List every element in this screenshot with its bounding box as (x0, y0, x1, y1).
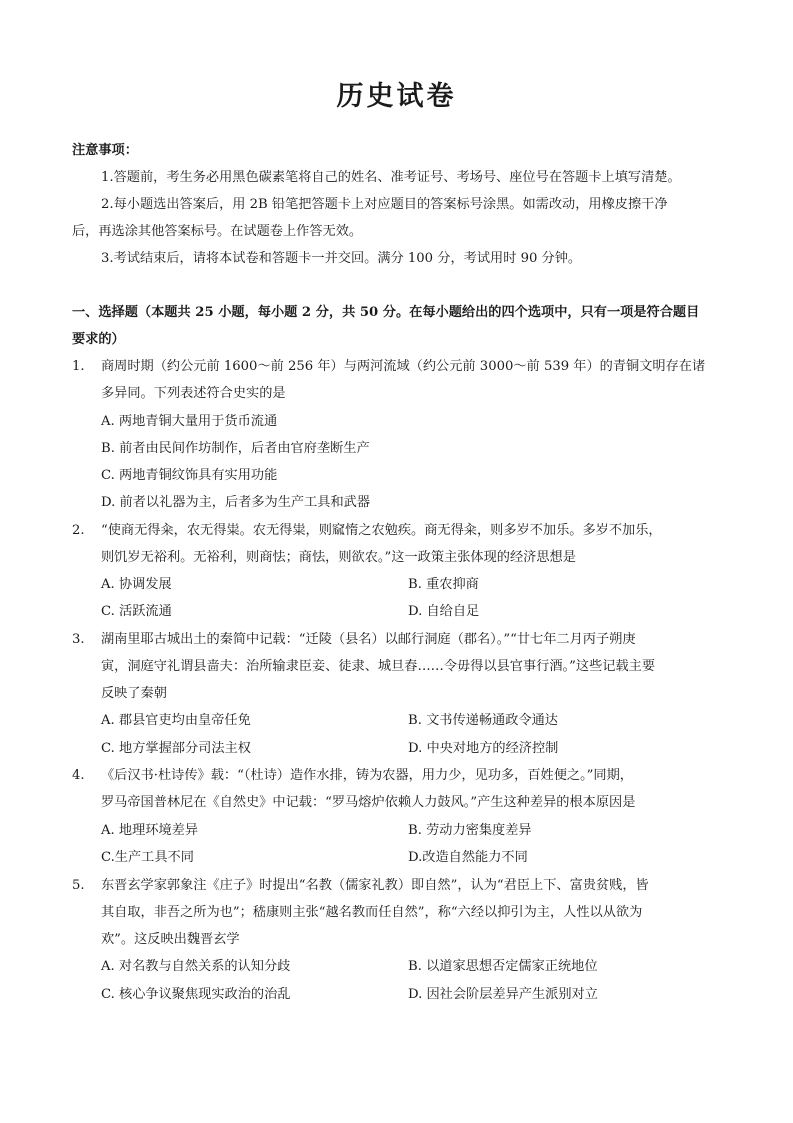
option-c[interactable]: C. 活跃流通 (101, 604, 172, 619)
option-d[interactable]: D. 前者以礼器为主，后者多为生产工具和武器 (101, 495, 371, 510)
question-number: 1. (72, 359, 85, 374)
question-number: 2. (72, 523, 85, 538)
option-c[interactable]: C. 两地青铜纹饰具有实用功能 (101, 468, 278, 483)
notice-item: 2.每小题选出答案后，用 2B 铅笔把答题卡上对应题目的答案标号涂黑。如需改动，用橡皮擦干净 (101, 197, 668, 212)
question-stem: 寅，洞庭守礼谓县啬夫：治所输隶臣妾、徒隶、城旦舂……令毋得以县官事行酒。”这些记载主要 (101, 659, 656, 674)
option-b[interactable]: B. 重农抑商 (408, 577, 479, 592)
notice-heading: 注意事项： (72, 143, 138, 158)
option-b[interactable]: B. 劳动力密集度差异 (408, 823, 532, 838)
option-b[interactable]: B. 文书传递畅通政令通达 (408, 713, 558, 728)
section-heading: 要求的） (72, 332, 125, 347)
option-c[interactable]: C. 核心争议聚焦现实政治的治乱 (101, 987, 291, 1002)
option-b[interactable]: B. 以道家思想否定儒家正统地位 (408, 959, 598, 974)
question-stem: 湖南里耶古城出土的秦简中记载：“迁陵（县名）以邮行洞庭（郡名）。”“廿七年二月丙子朔庚 (101, 632, 636, 647)
option-d[interactable]: D. 中央对地方的经济控制 (408, 741, 559, 756)
option-d[interactable]: D.改造自然能力不同 (408, 850, 528, 865)
option-c[interactable]: C.生产工具不同 (101, 850, 194, 865)
notice-item: 3.考试结束后，请将本试卷和答题卡一并交回。满分 100 分，考试用时 90 分钟。 (101, 251, 582, 266)
page-title: 历史试卷 (336, 81, 457, 112)
option-a[interactable]: A. 协调发展 (101, 577, 172, 592)
option-d[interactable]: D. 自给自足 (408, 604, 480, 619)
option-a[interactable]: A. 郡县官吏均由皇帝任免 (101, 713, 251, 728)
option-b[interactable]: B. 前者由民间作坊制作，后者由官府垄断生产 (101, 441, 370, 456)
option-c[interactable]: C. 地方掌握部分司法主权 (101, 741, 251, 756)
question-stem: 则饥岁无裕利。无裕利，则商怯；商怯，则欲农。”这一政策主张体现的经济思想是 (101, 550, 576, 565)
option-d[interactable]: D. 因社会阶层差异产生派别对立 (408, 987, 598, 1002)
option-a[interactable]: A. 地理环境差异 (101, 823, 199, 838)
question-stem: 其自取，非吾之所为也”；嵇康则主张“越名教而任自然”，称“六经以抑引为主，人性以从欲为 (101, 905, 643, 920)
question-stem: 欢”。这反映出魏晋玄学 (101, 932, 240, 947)
question-stem: 罗马帝国普林尼在《自然史》中记载：“罗马熔炉依赖人力鼓风。”产生这种差异的根本原因是 (101, 795, 636, 810)
option-a[interactable]: A. 对名教与自然关系的认知分歧 (101, 959, 291, 974)
question-stem: 《后汉书·杜诗传》载：“（杜诗）造作水排，铸为农器，用力少，见功多，百姓便之。”同期， (101, 768, 633, 783)
notice-item: 1.答题前，考生务必用黑色碳素笔将自己的姓名、准考证号、考场号、座位号在答题卡上填写清楚。 (101, 170, 681, 185)
question-stem: 反映了秦朝 (101, 686, 167, 701)
section-heading: 一、选择题（本题共 25 小题，每小题 2 分，共 50 分。在每小题给出的四个选项中，只有一项是符合题目 (72, 305, 700, 320)
question-stem: 多异同。下列表述符合史实的是 (101, 386, 286, 401)
question-stem: “使商无得籴，农无得粜。农无得粜，则窳惰之农勉疾。商无得籴，则多岁不加乐。多岁不加乐， (101, 523, 662, 538)
question-number: 4. (72, 768, 85, 783)
question-stem: 东晋玄学家郭象注《庄子》时提出“名教（儒家礼教）即自然”，认为“君臣上下、富贵贫贱，皆 (101, 878, 649, 893)
question-number: 3. (72, 632, 85, 647)
question-number: 5. (72, 878, 85, 893)
notice-item: 后，再选涂其他答案标号。在试题卷上作答无效。 (72, 224, 363, 239)
option-a[interactable]: A. 两地青铜大量用于货币流通 (101, 414, 278, 429)
question-stem: 商周时期（约公元前 1600～前 256 年）与两河流域（约公元前 3000～前 539 年）的青铜文明存在诸 (101, 359, 706, 374)
